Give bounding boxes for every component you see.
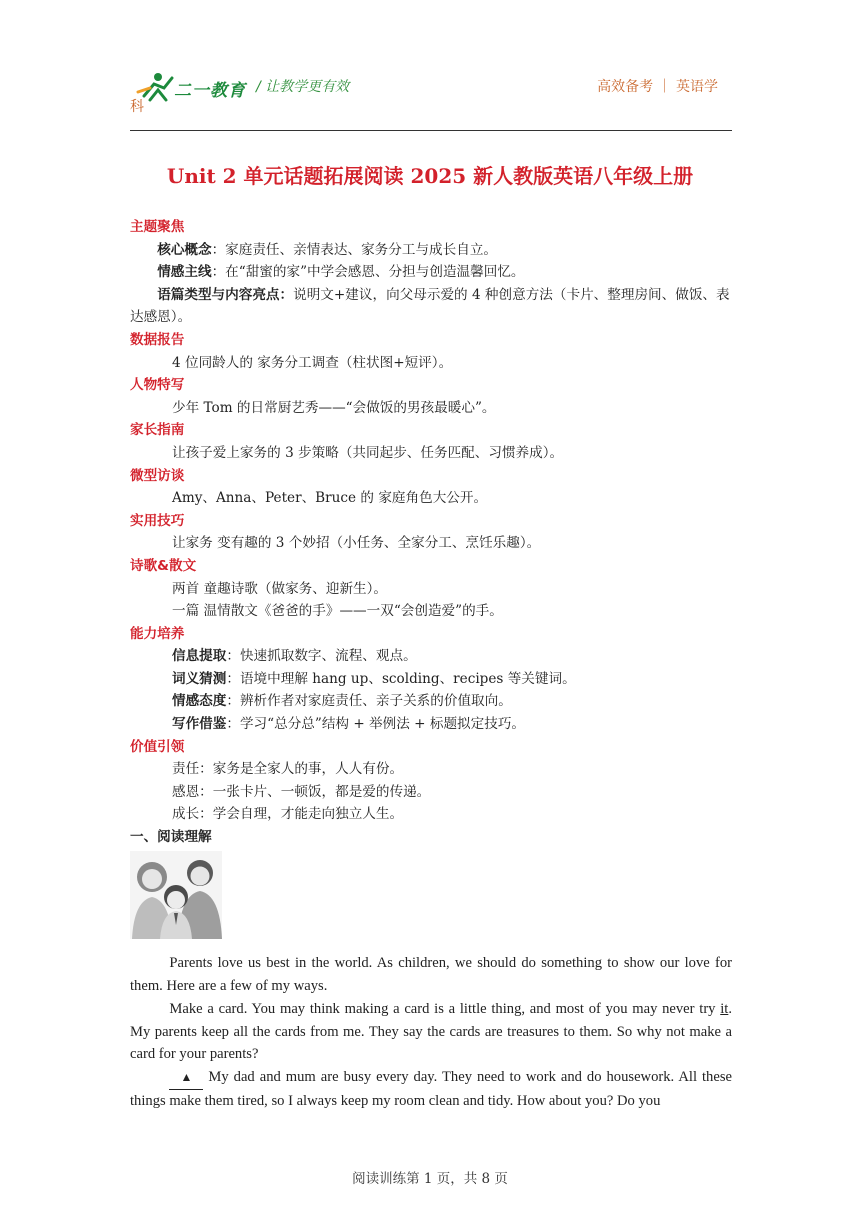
person-text: 少年 Tom 的日常厨艺秀——“会做饭的男孩最暖心”。 <box>172 399 496 416</box>
section-heading-parent: 家长指南 <box>130 422 185 439</box>
section-heading-person: 人物特写 <box>130 377 185 394</box>
ability-line-3: 情感态度：辨析作者对家庭责任、亲子关系的价值取向。 <box>172 693 512 710</box>
values-text-1: 责任：家务是全家人的事，人人有份。 <box>172 761 404 778</box>
document-title: Unit 2 单元话题拓展阅读 2025 新人教版英语八年级上册 <box>166 164 694 188</box>
focus-line-1: 核心概念：家庭责任、亲情表达、家务分工与成长自立。 <box>157 241 498 258</box>
header-right-text: 高效备考 ｜ 英语学 <box>597 79 718 95</box>
underlined-word: it <box>720 1000 729 1017</box>
ability-line-4: 写作借鉴：学习“总分总”结构 + 举例法 + 标题拟定技巧。 <box>172 716 526 733</box>
section-heading-interview: 微型访谈 <box>130 467 185 484</box>
section-heading-data: 数据报告 <box>130 331 185 348</box>
interview-text: Amy、Anna、Peter、Bruce 的 家庭角色大公开。 <box>172 490 488 507</box>
values-text-2: 感恩：一张卡片、一顿饭，都是爱的传递。 <box>172 783 431 800</box>
passage-paragraph-2: Make a card. You may think making a card is a little thing, and most of you may never try it. My parents keep all the cards from me. They say the cards are treasures to them. So why not make a card for your parents? <box>130 1000 732 1063</box>
reading-passage <box>130 952 732 1112</box>
section-heading-focus: 主题聚焦 <box>130 219 185 235</box>
page-header <box>130 66 732 132</box>
data-text: 4 位同龄人的 家务分工调查（柱状图+短评）。 <box>172 354 453 371</box>
section-heading-ability: 能力培养 <box>130 625 185 642</box>
ability-line-2: 词义猜测：语境中理解 hang up、scolding、recipes 等关键词。 <box>172 670 576 687</box>
header-divider <box>130 130 732 131</box>
section-heading-reading: 一、阅读理解 <box>130 829 212 846</box>
logo-text: 二一教育 <box>174 81 246 101</box>
header-right-wrap: 科 <box>130 99 144 115</box>
poetry-text-2: 一篇 温情散文《爸爸的手》——一双“会创造爱”的手。 <box>172 603 503 620</box>
passage-paragraph-3: ▲ My dad and mum are busy every day. They need to work and do housework. All these things make them tired, so I always keep my room clean and tidy. How about you? Do you <box>130 1066 732 1112</box>
answer-blank[interactable]: ▲ <box>169 1066 203 1090</box>
poetry-text-1: 两首 童趣诗歌（做家务、迎新生）。 <box>172 580 388 597</box>
parent-text: 让孩子爱上家务的 3 步策略（共同起步、任务匹配、习惯养成）。 <box>172 444 564 461</box>
tips-text: 让家务 变有趣的 3 个妙招（小任务、全家分工、烹饪乐趣）。 <box>172 535 541 552</box>
header-slogan: / 让教学更有效 <box>256 79 350 95</box>
page-footer: 阅读训练第 1 页，共 8 页 <box>352 1171 508 1187</box>
focus-line-3: 语篇类型与内容亮点：说明文+建议，向父母示爱的 4 种创意方法（卡片、整理房间、做饭、表达感恩）。 <box>130 286 730 326</box>
section-heading-poetry: 诗歌&散文 <box>130 557 197 574</box>
values-text-3: 成长：学会自理，才能走向独立人生。 <box>172 806 404 823</box>
document-body <box>130 216 732 1113</box>
focus-line-2: 情感主线：在“甜蜜的家”中学会感恩、分担与创造温馨回忆。 <box>157 264 525 281</box>
section-heading-tips: 实用技巧 <box>130 512 185 529</box>
family-illustration <box>130 851 222 939</box>
passage-paragraph-1: Parents love us best in the world. As children, we should do something to show our love for them. Here are a few of my ways. <box>130 955 732 994</box>
ability-line-1: 信息提取：快速抓取数字、流程、观点。 <box>172 648 417 665</box>
section-heading-values: 价值引领 <box>130 738 185 755</box>
